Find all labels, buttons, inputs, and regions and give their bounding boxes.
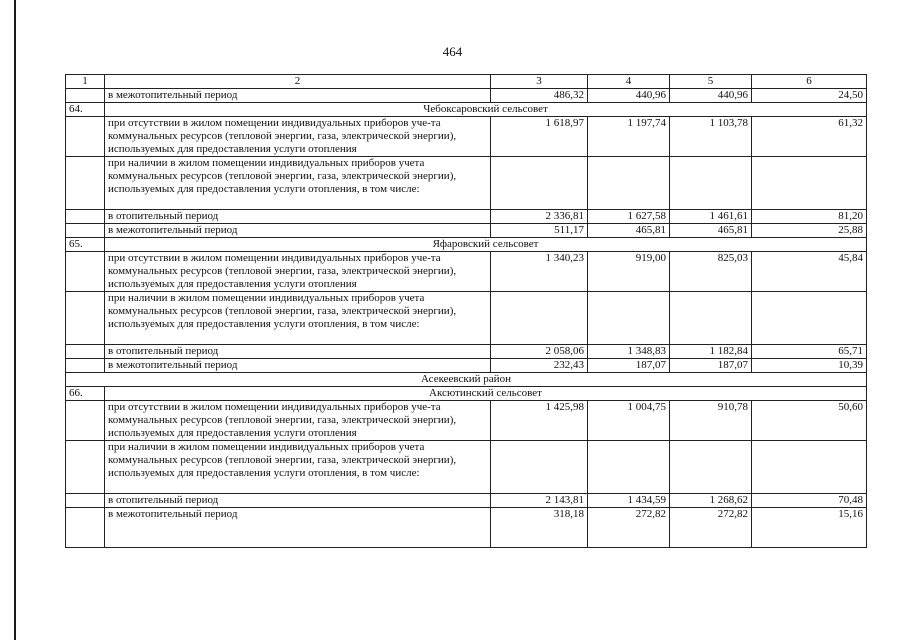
value-col-4: 440,96 <box>588 89 670 103</box>
row-number <box>66 494 105 508</box>
table-row <box>66 117 867 157</box>
table-row <box>66 401 867 441</box>
value-col-6: 61,32 <box>752 117 867 157</box>
value-col-5 <box>670 441 752 494</box>
value-col-3: 318,18 <box>491 508 588 548</box>
row-number <box>66 508 105 548</box>
header-row <box>66 75 867 89</box>
value-col-6: 24,50 <box>752 89 867 103</box>
value-col-6: 81,20 <box>752 210 867 224</box>
row-number <box>66 345 105 359</box>
page-number: 464 <box>442 44 463 59</box>
value-col-5: 465,81 <box>670 224 752 238</box>
header-cell-3: 3 <box>491 75 588 89</box>
value-col-6: 25,88 <box>752 224 867 238</box>
section-number: 66. <box>66 387 105 401</box>
value-col-5: 272,82 <box>670 508 752 548</box>
row-label: в межотопительный период <box>105 224 491 238</box>
section-number: 64. <box>66 103 105 117</box>
row-number <box>66 210 105 224</box>
value-col-3: 2 143,81 <box>491 494 588 508</box>
row-number <box>66 252 105 292</box>
row-label: при наличии в жилом помещении индивидуальных приборов учета коммунальных ресурсов (тепловой энергии, газа, электрической энергии), используемых для предоставления услуги отопления, в том числе: <box>105 441 491 494</box>
header-cell-4: 4 <box>588 75 670 89</box>
row-number <box>66 292 105 345</box>
row-label: в межотопительный период <box>105 508 491 548</box>
table-row <box>66 157 867 210</box>
value-col-4: 465,81 <box>588 224 670 238</box>
value-col-4: 1 004,75 <box>588 401 670 441</box>
section-row <box>66 238 867 252</box>
table-row <box>66 224 867 238</box>
table-row <box>66 345 867 359</box>
value-col-4: 272,82 <box>588 508 670 548</box>
value-col-5: 910,78 <box>670 401 752 441</box>
value-col-6 <box>752 292 867 345</box>
value-col-3: 486,32 <box>491 89 588 103</box>
table-row <box>66 252 867 292</box>
value-col-4 <box>588 157 670 210</box>
value-col-5: 440,96 <box>670 89 752 103</box>
value-col-6: 50,60 <box>752 401 867 441</box>
value-col-4: 1 627,58 <box>588 210 670 224</box>
table-row <box>66 494 867 508</box>
value-col-3: 2 336,81 <box>491 210 588 224</box>
value-col-4 <box>588 441 670 494</box>
value-col-3: 1 425,98 <box>491 401 588 441</box>
row-number <box>66 441 105 494</box>
row-label: при отсутствии в жилом помещении индивидуальных приборов уче-та коммунальных ресурсов (тепловой энергии, газа, электрической энергии), используемых для предоставления услуги отопления <box>105 252 491 292</box>
value-col-6 <box>752 441 867 494</box>
value-col-4: 187,07 <box>588 359 670 373</box>
value-col-3: 2 058,06 <box>491 345 588 359</box>
table-row <box>66 292 867 345</box>
region-row <box>66 373 867 387</box>
value-col-6: 70,48 <box>752 494 867 508</box>
row-label: при отсутствии в жилом помещении индивидуальных приборов уче-та коммунальных ресурсов (тепловой энергии, газа, электрической энергии), используемых для предоставления услуги отопления <box>105 117 491 157</box>
section-number: 65. <box>66 238 105 252</box>
value-col-5: 187,07 <box>670 359 752 373</box>
value-col-4 <box>588 292 670 345</box>
row-number <box>66 359 105 373</box>
value-col-5: 1 268,62 <box>670 494 752 508</box>
value-col-5: 1 182,84 <box>670 345 752 359</box>
region-title: Асекеевский район <box>66 373 867 387</box>
value-col-5 <box>670 292 752 345</box>
section-row <box>66 387 867 401</box>
row-label: при отсутствии в жилом помещении индивидуальных приборов уче-та коммунальных ресурсов (тепловой энергии, газа, электрической энергии), используемых для предоставления услуги отопления <box>105 401 491 441</box>
row-number <box>66 401 105 441</box>
row-label: в отопительный период <box>105 210 491 224</box>
value-col-3 <box>491 157 588 210</box>
header-cell-6: 6 <box>752 75 867 89</box>
value-col-4: 1 434,59 <box>588 494 670 508</box>
value-col-3: 511,17 <box>491 224 588 238</box>
header-cell-1: 1 <box>66 75 105 89</box>
value-col-6 <box>752 157 867 210</box>
table-row <box>66 508 867 548</box>
value-col-3 <box>491 292 588 345</box>
scan-edge-line <box>14 0 16 640</box>
row-label: при наличии в жилом помещении индивидуальных приборов учета коммунальных ресурсов (тепловой энергии, газа, электрической энергии), используемых для предоставления услуги отопления, в том числе: <box>105 292 491 345</box>
value-col-5 <box>670 157 752 210</box>
value-col-3 <box>491 441 588 494</box>
value-col-6: 15,16 <box>752 508 867 548</box>
value-col-5: 1 461,61 <box>670 210 752 224</box>
value-col-4: 919,00 <box>588 252 670 292</box>
value-col-3: 1 340,23 <box>491 252 588 292</box>
row-number <box>66 157 105 210</box>
header-cell-5: 5 <box>670 75 752 89</box>
row-label: в межотопительный период <box>105 89 491 103</box>
value-col-3: 232,43 <box>491 359 588 373</box>
header-cell-2: 2 <box>105 75 491 89</box>
table-row <box>66 441 867 494</box>
section-row <box>66 103 867 117</box>
row-number <box>66 224 105 238</box>
value-col-3: 1 618,97 <box>491 117 588 157</box>
value-col-6: 45,84 <box>752 252 867 292</box>
value-col-6: 10,39 <box>752 359 867 373</box>
row-label: в межотопительный период <box>105 359 491 373</box>
section-title: Чебоксаровский сельсовет <box>105 103 867 117</box>
row-label: в отопительный период <box>105 345 491 359</box>
table-row <box>66 89 867 103</box>
row-number <box>66 117 105 157</box>
table-row <box>66 359 867 373</box>
value-col-6: 65,71 <box>752 345 867 359</box>
row-label: в отопительный период <box>105 494 491 508</box>
value-col-4: 1 197,74 <box>588 117 670 157</box>
value-col-5: 1 103,78 <box>670 117 752 157</box>
value-col-4: 1 348,83 <box>588 345 670 359</box>
section-title: Аксютинский сельсовет <box>105 387 867 401</box>
table-row <box>66 210 867 224</box>
tariff-table <box>65 74 867 548</box>
row-label: при наличии в жилом помещении индивидуальных приборов учета коммунальных ресурсов (тепловой энергии, газа, электрической энергии), используемых для предоставления услуги отопления, в том числе: <box>105 157 491 210</box>
section-title: Яфаровский сельсовет <box>105 238 867 252</box>
value-col-5: 825,03 <box>670 252 752 292</box>
row-number <box>66 89 105 103</box>
